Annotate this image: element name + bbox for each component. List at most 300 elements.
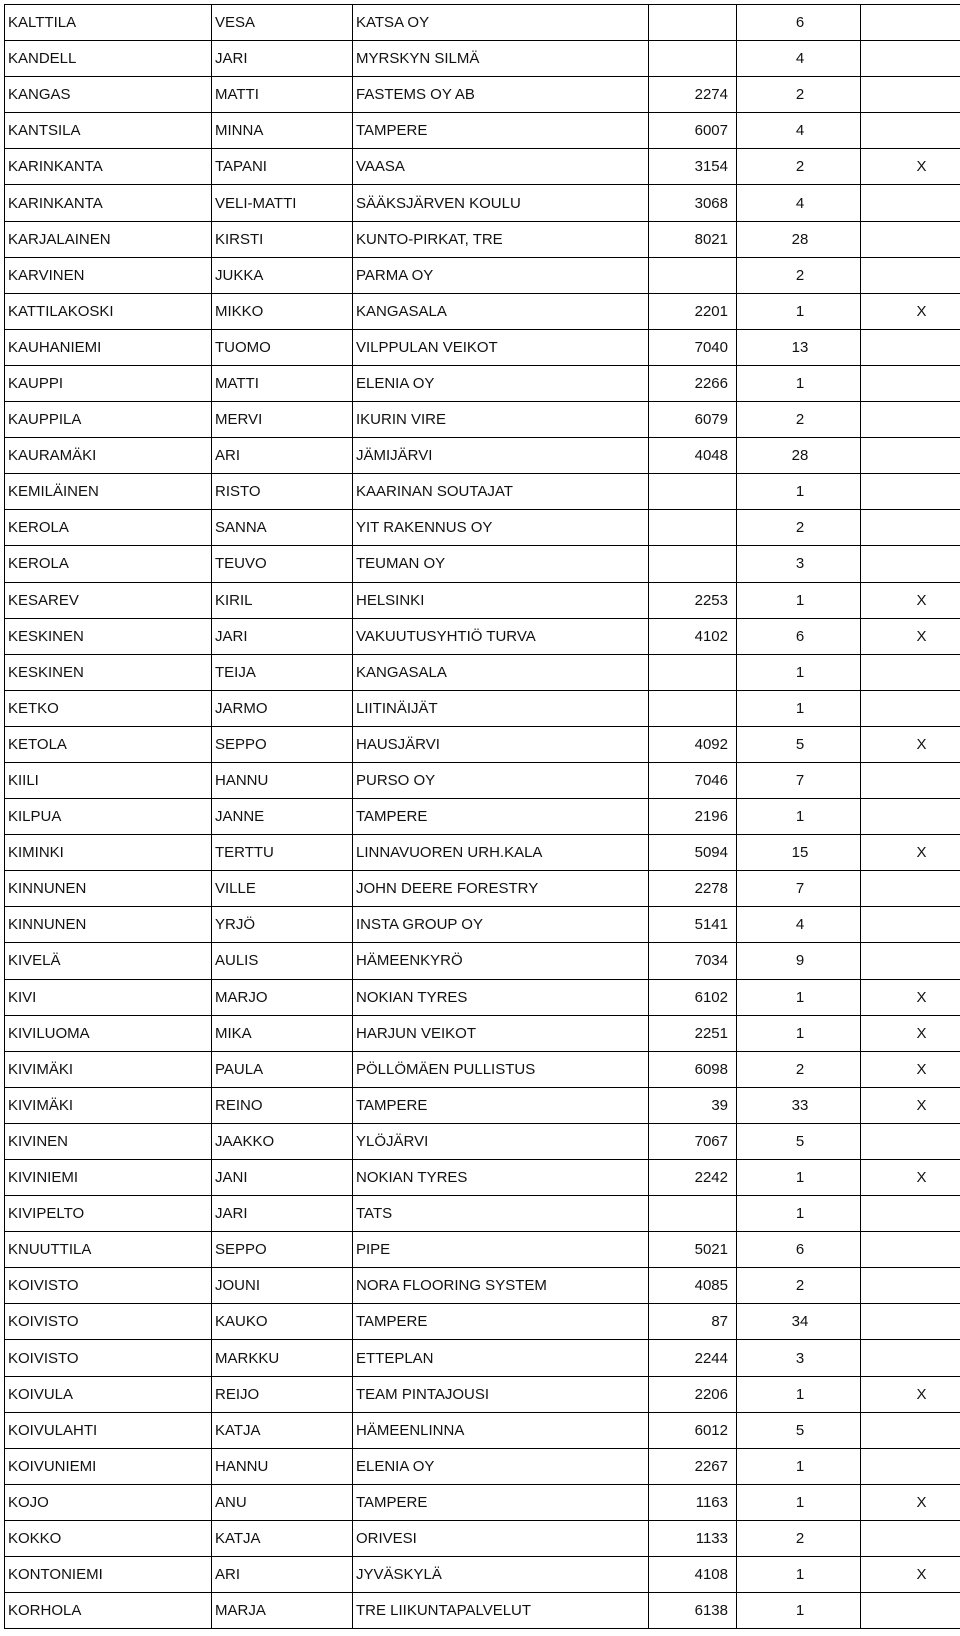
count-cell[interactable]: 13 (737, 329, 861, 365)
count-cell[interactable]: 2 (737, 1268, 861, 1304)
firstname-cell[interactable]: TEIJA (212, 654, 353, 690)
mark-cell[interactable] (861, 474, 960, 510)
table-row (5, 835, 960, 871)
number-cell[interactable]: 6098 (649, 1051, 737, 1087)
club-cell[interactable]: IKURIN VIRE (353, 402, 649, 438)
club-cell[interactable]: HÄMEENLINNA (353, 1412, 649, 1448)
count-cell[interactable]: 5 (737, 1412, 861, 1448)
mark-cell[interactable] (861, 907, 960, 943)
firstname-cell[interactable]: TUOMO (212, 329, 353, 365)
surname-cell[interactable]: KANTSILA (5, 113, 212, 149)
surname-cell[interactable]: KINNUNEN (5, 907, 212, 943)
mark-cell[interactable] (861, 438, 960, 474)
club-cell[interactable]: PARMA OY (353, 257, 649, 293)
number-cell[interactable]: 2266 (649, 365, 737, 401)
club-cell[interactable]: JÄMIJÄRVI (353, 438, 649, 474)
surname-cell[interactable]: KIVIMÄKI (5, 1051, 212, 1087)
firstname-cell[interactable]: REIJO (212, 1376, 353, 1412)
club-cell[interactable]: NORA FLOORING SYSTEM (353, 1268, 649, 1304)
number-cell[interactable]: 6007 (649, 113, 737, 149)
firstname-cell[interactable]: TAPANI (212, 149, 353, 185)
count-cell[interactable]: 3 (737, 1340, 861, 1376)
number-cell[interactable] (649, 1196, 737, 1232)
table-row (5, 871, 960, 907)
count-cell[interactable]: 28 (737, 438, 861, 474)
table-row (5, 618, 960, 654)
mark-cell[interactable] (861, 221, 960, 257)
surname-cell[interactable]: KALTTILA (5, 5, 212, 41)
number-cell[interactable]: 4085 (649, 1268, 737, 1304)
firstname-cell[interactable]: KIRIL (212, 582, 353, 618)
surname-cell[interactable]: KATTILAKOSKI (5, 293, 212, 329)
firstname-cell[interactable]: MARJA (212, 1593, 353, 1629)
surname-cell[interactable]: KIMINKI (5, 835, 212, 871)
mark-cell[interactable] (861, 690, 960, 726)
count-cell[interactable]: 1 (737, 1448, 861, 1484)
club-cell[interactable]: HÄMEENKYRÖ (353, 943, 649, 979)
table-row (5, 1268, 960, 1304)
club-cell[interactable]: TEUMAN OY (353, 546, 649, 582)
surname-cell[interactable]: KEROLA (5, 546, 212, 582)
firstname-cell[interactable]: SANNA (212, 510, 353, 546)
number-cell[interactable]: 4048 (649, 438, 737, 474)
surname-cell[interactable]: KIVILUOMA (5, 1015, 212, 1051)
number-cell[interactable]: 2274 (649, 77, 737, 113)
table-row (5, 546, 960, 582)
firstname-cell[interactable]: MINNA (212, 113, 353, 149)
surname-cell[interactable]: KESKINEN (5, 654, 212, 690)
mark-cell[interactable]: X (861, 835, 960, 871)
table-row (5, 1484, 960, 1520)
firstname-cell[interactable]: MATTI (212, 77, 353, 113)
count-cell[interactable]: 28 (737, 221, 861, 257)
count-cell[interactable]: 5 (737, 1123, 861, 1159)
club-cell[interactable]: KATSA OY (353, 5, 649, 41)
club-cell[interactable]: TAMPERE (353, 1087, 649, 1123)
number-cell[interactable]: 4102 (649, 618, 737, 654)
club-cell[interactable]: PURSO OY (353, 762, 649, 798)
number-cell[interactable]: 3154 (649, 149, 737, 185)
surname-cell[interactable]: KARINKANTA (5, 185, 212, 221)
mark-cell[interactable]: X (861, 726, 960, 762)
firstname-cell[interactable]: JANI (212, 1160, 353, 1196)
table-row (5, 113, 960, 149)
mark-cell[interactable] (861, 654, 960, 690)
firstname-cell[interactable]: MIKA (212, 1015, 353, 1051)
club-cell[interactable]: SÄÄKSJÄRVEN KOULU (353, 185, 649, 221)
surname-cell[interactable]: KANDELL (5, 41, 212, 77)
club-cell[interactable]: HARJUN VEIKOT (353, 1015, 649, 1051)
number-cell[interactable]: 2253 (649, 582, 737, 618)
club-cell[interactable]: ELENIA OY (353, 365, 649, 401)
number-cell[interactable] (649, 654, 737, 690)
count-cell[interactable]: 2 (737, 1051, 861, 1087)
mark-cell[interactable] (861, 1412, 960, 1448)
firstname-cell[interactable]: VILLE (212, 871, 353, 907)
surname-cell[interactable]: KANGAS (5, 77, 212, 113)
surname-cell[interactable]: KEROLA (5, 510, 212, 546)
surname-cell[interactable]: KEMILÄINEN (5, 474, 212, 510)
surname-cell[interactable]: KOIVISTO (5, 1340, 212, 1376)
number-cell[interactable]: 2242 (649, 1160, 737, 1196)
surname-cell[interactable]: KOKKO (5, 1520, 212, 1556)
table-row (5, 799, 960, 835)
count-cell[interactable]: 4 (737, 113, 861, 149)
mark-cell[interactable] (861, 1593, 960, 1629)
firstname-cell[interactable]: KIRSTI (212, 221, 353, 257)
count-cell[interactable]: 1 (737, 979, 861, 1015)
club-cell[interactable]: VAASA (353, 149, 649, 185)
surname-cell[interactable]: KIVELÄ (5, 943, 212, 979)
number-cell[interactable]: 8021 (649, 221, 737, 257)
number-cell[interactable]: 4108 (649, 1557, 737, 1593)
firstname-cell[interactable]: KATJA (212, 1520, 353, 1556)
club-cell[interactable]: NOKIAN TYRES (353, 1160, 649, 1196)
count-cell[interactable]: 9 (737, 943, 861, 979)
mark-cell[interactable] (861, 799, 960, 835)
mark-cell[interactable] (861, 871, 960, 907)
number-cell[interactable]: 2251 (649, 1015, 737, 1051)
firstname-cell[interactable]: MIKKO (212, 293, 353, 329)
count-cell[interactable]: 5 (737, 726, 861, 762)
surname-cell[interactable]: KIVIMÄKI (5, 1087, 212, 1123)
count-cell[interactable]: 2 (737, 257, 861, 293)
firstname-cell[interactable]: TEUVO (212, 546, 353, 582)
table-row (5, 329, 960, 365)
surname-cell[interactable]: KIVIPELTO (5, 1196, 212, 1232)
mark-cell[interactable]: X (861, 979, 960, 1015)
number-cell[interactable]: 4092 (649, 726, 737, 762)
number-cell[interactable]: 7034 (649, 943, 737, 979)
surname-cell[interactable]: KONTONIEMI (5, 1557, 212, 1593)
firstname-cell[interactable]: JARI (212, 41, 353, 77)
club-cell[interactable]: KANGASALA (353, 293, 649, 329)
club-cell[interactable]: TAMPERE (353, 113, 649, 149)
mark-cell[interactable] (861, 365, 960, 401)
surname-cell[interactable]: KINNUNEN (5, 871, 212, 907)
surname-cell[interactable]: KESKINEN (5, 618, 212, 654)
surname-cell[interactable]: KARINKANTA (5, 149, 212, 185)
club-cell[interactable]: JYVÄSKYLÄ (353, 1557, 649, 1593)
mark-cell[interactable] (861, 1232, 960, 1268)
firstname-cell[interactable]: MERVI (212, 402, 353, 438)
mark-cell[interactable]: X (861, 149, 960, 185)
club-cell[interactable]: HELSINKI (353, 582, 649, 618)
count-cell[interactable]: 2 (737, 149, 861, 185)
count-cell[interactable]: 33 (737, 1087, 861, 1123)
surname-cell[interactable]: KETOLA (5, 726, 212, 762)
firstname-cell[interactable]: SEPPO (212, 1232, 353, 1268)
number-cell[interactable]: 7067 (649, 1123, 737, 1159)
surname-cell[interactable]: KIVI (5, 979, 212, 1015)
count-cell[interactable]: 2 (737, 402, 861, 438)
count-cell[interactable]: 1 (737, 1593, 861, 1629)
club-cell[interactable]: VILPPULAN VEIKOT (353, 329, 649, 365)
club-cell[interactable]: ETTEPLAN (353, 1340, 649, 1376)
club-cell[interactable]: PÖLLÖMÄEN PULLISTUS (353, 1051, 649, 1087)
spreadsheet (4, 4, 960, 1629)
club-cell[interactable]: ELENIA OY (353, 1448, 649, 1484)
count-cell[interactable]: 1 (737, 1015, 861, 1051)
number-cell[interactable]: 2196 (649, 799, 737, 835)
number-cell[interactable]: 2244 (649, 1340, 737, 1376)
number-cell[interactable]: 2201 (649, 293, 737, 329)
mark-cell[interactable]: X (861, 1557, 960, 1593)
count-cell[interactable]: 6 (737, 5, 861, 41)
firstname-cell[interactable]: AULIS (212, 943, 353, 979)
count-cell[interactable]: 4 (737, 41, 861, 77)
number-cell[interactable]: 6012 (649, 1412, 737, 1448)
count-cell[interactable]: 1 (737, 1484, 861, 1520)
club-cell[interactable]: YLÖJÄRVI (353, 1123, 649, 1159)
surname-cell[interactable]: KOJO (5, 1484, 212, 1520)
table-row (5, 1448, 960, 1484)
surname-cell[interactable]: KOIVISTO (5, 1304, 212, 1340)
mark-cell[interactable] (861, 5, 960, 41)
firstname-cell[interactable]: REINO (212, 1087, 353, 1123)
surname-cell[interactable]: KETKO (5, 690, 212, 726)
club-cell[interactable]: YIT RAKENNUS OY (353, 510, 649, 546)
firstname-cell[interactable]: JARI (212, 1196, 353, 1232)
table-row (5, 257, 960, 293)
club-cell[interactable]: ORIVESI (353, 1520, 649, 1556)
firstname-cell[interactable]: PAULA (212, 1051, 353, 1087)
firstname-cell[interactable]: MARKKU (212, 1340, 353, 1376)
count-cell[interactable]: 34 (737, 1304, 861, 1340)
firstname-cell[interactable]: ARI (212, 1557, 353, 1593)
number-cell[interactable]: 7040 (649, 329, 737, 365)
table-row (5, 1376, 960, 1412)
mark-cell[interactable] (861, 185, 960, 221)
firstname-cell[interactable]: JAAKKO (212, 1123, 353, 1159)
count-cell[interactable]: 4 (737, 185, 861, 221)
count-cell[interactable]: 1 (737, 474, 861, 510)
surname-cell[interactable]: KORHOLA (5, 1593, 212, 1629)
surname-cell[interactable]: KARJALAINEN (5, 221, 212, 257)
surname-cell[interactable]: KOIVULA (5, 1376, 212, 1412)
firstname-cell[interactable]: MATTI (212, 365, 353, 401)
surname-cell[interactable]: KARVINEN (5, 257, 212, 293)
mark-cell[interactable]: X (861, 293, 960, 329)
mark-cell[interactable] (861, 1123, 960, 1159)
count-cell[interactable]: 1 (737, 690, 861, 726)
surname-cell[interactable]: KESAREV (5, 582, 212, 618)
number-cell[interactable]: 7046 (649, 762, 737, 798)
mark-cell[interactable] (861, 510, 960, 546)
club-cell[interactable]: TAMPERE (353, 1304, 649, 1340)
mark-cell[interactable] (861, 402, 960, 438)
number-cell[interactable]: 5021 (649, 1232, 737, 1268)
firstname-cell[interactable]: RISTO (212, 474, 353, 510)
count-cell[interactable]: 2 (737, 77, 861, 113)
surname-cell[interactable]: KAUPPILA (5, 402, 212, 438)
surname-cell[interactable]: KIVINEN (5, 1123, 212, 1159)
number-cell[interactable] (649, 474, 737, 510)
mark-cell[interactable] (861, 257, 960, 293)
mark-cell[interactable]: X (861, 1051, 960, 1087)
count-cell[interactable]: 2 (737, 510, 861, 546)
club-cell[interactable]: MYRSKYN SILMÄ (353, 41, 649, 77)
number-cell[interactable]: 1133 (649, 1520, 737, 1556)
surname-cell[interactable]: KILPUA (5, 799, 212, 835)
club-cell[interactable]: VAKUUTUSYHTIÖ TURVA (353, 618, 649, 654)
number-cell[interactable] (649, 41, 737, 77)
firstname-cell[interactable]: KAUKO (212, 1304, 353, 1340)
table-row (5, 1015, 960, 1051)
surname-cell[interactable]: KNUUTTILA (5, 1232, 212, 1268)
mark-cell[interactable] (861, 329, 960, 365)
count-cell[interactable]: 4 (737, 907, 861, 943)
mark-cell[interactable] (861, 1520, 960, 1556)
club-cell[interactable]: LINNAVUOREN URH.KALA (353, 835, 649, 871)
number-cell[interactable] (649, 257, 737, 293)
firstname-cell[interactable]: HANNU (212, 762, 353, 798)
number-cell[interactable]: 2278 (649, 871, 737, 907)
number-cell[interactable] (649, 546, 737, 582)
mark-cell[interactable]: X (861, 1015, 960, 1051)
number-cell[interactable]: 87 (649, 1304, 737, 1340)
count-cell[interactable]: 7 (737, 762, 861, 798)
count-cell[interactable]: 1 (737, 582, 861, 618)
number-cell[interactable]: 2206 (649, 1376, 737, 1412)
mark-cell[interactable] (861, 762, 960, 798)
club-cell[interactable]: LIITINÄIJÄT (353, 690, 649, 726)
surname-cell[interactable]: KAUHANIEMI (5, 329, 212, 365)
club-cell[interactable]: KUNTO-PIRKAT, TRE (353, 221, 649, 257)
table-row (5, 41, 960, 77)
mark-cell[interactable] (861, 41, 960, 77)
club-cell[interactable]: TAMPERE (353, 799, 649, 835)
mark-cell[interactable] (861, 943, 960, 979)
count-cell[interactable]: 2 (737, 1520, 861, 1556)
club-cell[interactable]: NOKIAN TYRES (353, 979, 649, 1015)
number-cell[interactable] (649, 510, 737, 546)
club-cell[interactable]: TEAM PINTAJOUSI (353, 1376, 649, 1412)
surname-cell[interactable]: KIVINIEMI (5, 1160, 212, 1196)
firstname-cell[interactable]: ARI (212, 438, 353, 474)
surname-cell[interactable]: KAURAMÄKI (5, 438, 212, 474)
firstname-cell[interactable]: JANNE (212, 799, 353, 835)
mark-cell[interactable] (861, 546, 960, 582)
number-cell[interactable]: 6102 (649, 979, 737, 1015)
number-cell[interactable] (649, 5, 737, 41)
firstname-cell[interactable]: VESA (212, 5, 353, 41)
surname-cell[interactable]: KIILI (5, 762, 212, 798)
mark-cell[interactable]: X (861, 582, 960, 618)
mark-cell[interactable] (861, 113, 960, 149)
count-cell[interactable]: 1 (737, 365, 861, 401)
count-cell[interactable]: 3 (737, 546, 861, 582)
number-cell[interactable]: 39 (649, 1087, 737, 1123)
table-row (5, 5, 960, 41)
firstname-cell[interactable]: TERTTU (212, 835, 353, 871)
table-row (5, 149, 960, 185)
firstname-cell[interactable]: YRJÖ (212, 907, 353, 943)
number-cell[interactable]: 5094 (649, 835, 737, 871)
firstname-cell[interactable]: JARI (212, 618, 353, 654)
mark-cell[interactable] (861, 1196, 960, 1232)
number-cell[interactable]: 6138 (649, 1593, 737, 1629)
mark-cell[interactable] (861, 1448, 960, 1484)
club-cell[interactable]: PIPE (353, 1232, 649, 1268)
firstname-cell[interactable]: JOUNI (212, 1268, 353, 1304)
surname-cell[interactable]: KOIVULAHTI (5, 1412, 212, 1448)
count-cell[interactable]: 6 (737, 1232, 861, 1268)
table-row (5, 1123, 960, 1159)
firstname-cell[interactable]: SEPPO (212, 726, 353, 762)
count-cell[interactable]: 1 (737, 799, 861, 835)
mark-cell[interactable] (861, 1304, 960, 1340)
firstname-cell[interactable]: JUKKA (212, 257, 353, 293)
table-row (5, 438, 960, 474)
count-cell[interactable]: 7 (737, 871, 861, 907)
count-cell[interactable]: 1 (737, 1160, 861, 1196)
table-row (5, 1087, 960, 1123)
number-cell[interactable]: 3068 (649, 185, 737, 221)
table-row (5, 1412, 960, 1448)
table-row (5, 1593, 960, 1629)
number-cell[interactable]: 5141 (649, 907, 737, 943)
club-cell[interactable]: INSTA GROUP OY (353, 907, 649, 943)
mark-cell[interactable]: X (861, 1376, 960, 1412)
count-cell[interactable]: 1 (737, 1376, 861, 1412)
table-row (5, 582, 960, 618)
number-cell[interactable]: 1163 (649, 1484, 737, 1520)
club-cell[interactable]: TRE LIIKUNTAPALVELUT (353, 1593, 649, 1629)
mark-cell[interactable]: X (861, 1160, 960, 1196)
table-row (5, 1196, 960, 1232)
mark-cell[interactable]: X (861, 618, 960, 654)
mark-cell[interactable]: X (861, 1087, 960, 1123)
firstname-cell[interactable]: VELI-MATTI (212, 185, 353, 221)
count-cell[interactable]: 15 (737, 835, 861, 871)
club-cell[interactable]: JOHN DEERE FORESTRY (353, 871, 649, 907)
mark-cell[interactable] (861, 1268, 960, 1304)
surname-cell[interactable]: KOIVUNIEMI (5, 1448, 212, 1484)
table-row (5, 293, 960, 329)
count-cell[interactable]: 1 (737, 1557, 861, 1593)
firstname-cell[interactable]: MARJO (212, 979, 353, 1015)
club-cell[interactable]: KAARINAN SOUTAJAT (353, 474, 649, 510)
mark-cell[interactable]: X (861, 1484, 960, 1520)
club-cell[interactable]: HAUSJÄRVI (353, 726, 649, 762)
surname-cell[interactable]: KOIVISTO (5, 1268, 212, 1304)
firstname-cell[interactable]: JARMO (212, 690, 353, 726)
mark-cell[interactable] (861, 77, 960, 113)
club-cell[interactable]: TAMPERE (353, 1484, 649, 1520)
club-cell[interactable]: FASTEMS OY AB (353, 77, 649, 113)
club-cell[interactable]: KANGASALA (353, 654, 649, 690)
count-cell[interactable]: 1 (737, 1196, 861, 1232)
participant-table (4, 4, 960, 1629)
mark-cell[interactable] (861, 1340, 960, 1376)
number-cell[interactable] (649, 690, 737, 726)
count-cell[interactable]: 1 (737, 293, 861, 329)
number-cell[interactable]: 6079 (649, 402, 737, 438)
firstname-cell[interactable]: KATJA (212, 1412, 353, 1448)
table-row (5, 943, 960, 979)
club-cell[interactable]: TATS (353, 1196, 649, 1232)
table-row (5, 1304, 960, 1340)
firstname-cell[interactable]: HANNU (212, 1448, 353, 1484)
firstname-cell[interactable]: ANU (212, 1484, 353, 1520)
table-row (5, 474, 960, 510)
table-row (5, 690, 960, 726)
count-cell[interactable]: 1 (737, 654, 861, 690)
number-cell[interactable]: 2267 (649, 1448, 737, 1484)
surname-cell[interactable]: KAUPPI (5, 365, 212, 401)
count-cell[interactable]: 6 (737, 618, 861, 654)
